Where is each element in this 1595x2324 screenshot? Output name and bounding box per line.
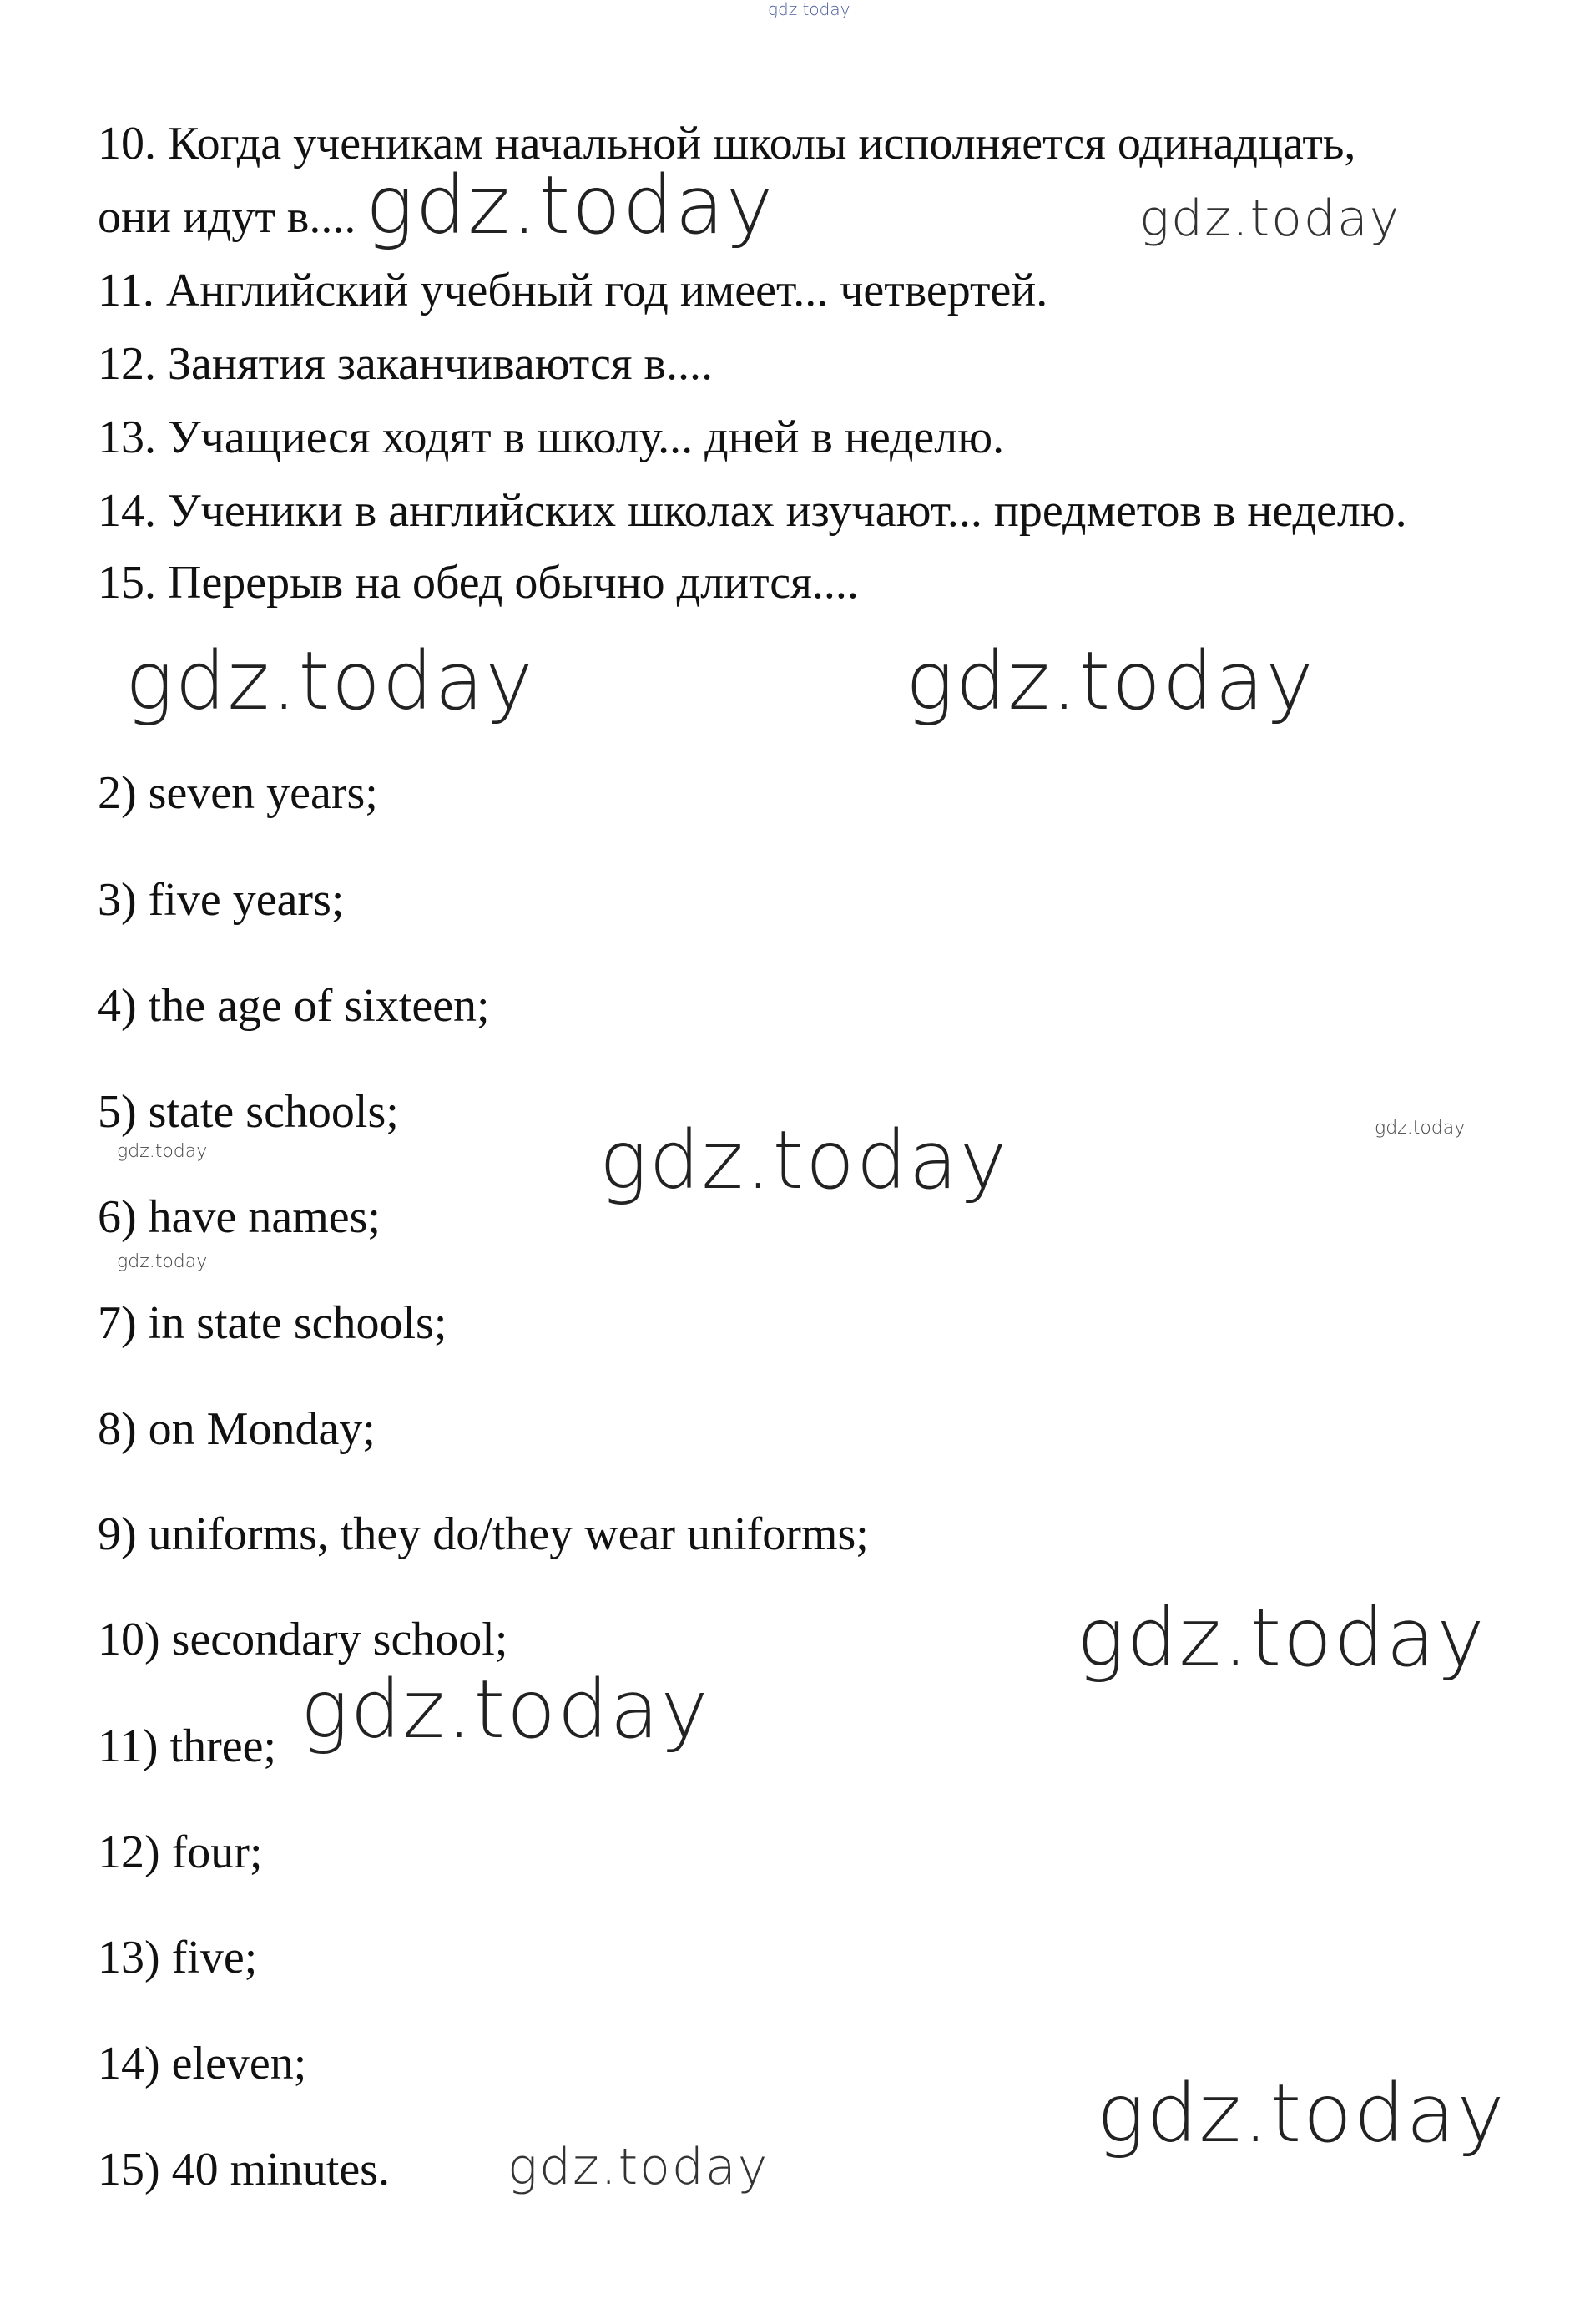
answer-line: 12) four;: [98, 1826, 263, 1878]
answer-line: 2) seven years;: [98, 767, 378, 819]
watermark: gdz.today: [117, 1251, 208, 1272]
answer-line: 7) in state schools;: [98, 1297, 447, 1349]
watermark: gdz.today: [125, 634, 535, 728]
watermark: gdz.today: [1139, 189, 1401, 248]
answer-line: 8) on Monday;: [98, 1403, 376, 1455]
answer-line: 3) five years;: [98, 874, 345, 926]
answer-line: 10) secondary school;: [98, 1614, 508, 1665]
question-line: 10. Когда ученикам начальной школы исполняется одинадцать,: [98, 118, 1356, 169]
watermark: gdz.today: [906, 634, 1315, 728]
answer-line: 15) 40 minutes.: [98, 2144, 390, 2195]
question-line: 15. Перерыв на обед обычно длится....: [98, 557, 859, 609]
question-line: 11. Английский учебный год имеет... четвертей.: [98, 265, 1048, 316]
question-line: 13. Учащиеся ходят в школу... дней в неделю.: [98, 412, 1005, 463]
question-line: 12. Занятия заканчиваются в....: [98, 338, 713, 390]
question-line: они идут в....: [98, 191, 356, 243]
answer-line: 11) three;: [98, 1720, 277, 1772]
watermark: gdz.today: [366, 159, 775, 252]
watermark: gdz.today: [599, 1114, 1009, 1207]
watermark: gdz.today: [1097, 2067, 1507, 2160]
answer-line: 4) the age of sixteen;: [98, 980, 490, 1032]
watermark: gdz.today: [117, 1141, 208, 1162]
watermark: gdz.today: [300, 1663, 710, 1756]
question-line: 14. Ученики в английских школах изучают... предметов в неделю.: [98, 485, 1407, 537]
watermark-top: gdz.today: [768, 0, 850, 19]
watermark: gdz.today: [1077, 1591, 1486, 1685]
watermark: gdz.today: [1375, 1118, 1466, 1139]
answer-line: 13) five;: [98, 1932, 258, 1983]
watermark: gdz.today: [507, 2138, 770, 2196]
answer-line: 9) uniforms, they do/they wear uniforms;: [98, 1508, 869, 1560]
answer-line: 14) eleven;: [98, 2038, 307, 2089]
answer-line: 5) state schools;: [98, 1086, 399, 1138]
answer-line: 6) have names;: [98, 1191, 381, 1243]
